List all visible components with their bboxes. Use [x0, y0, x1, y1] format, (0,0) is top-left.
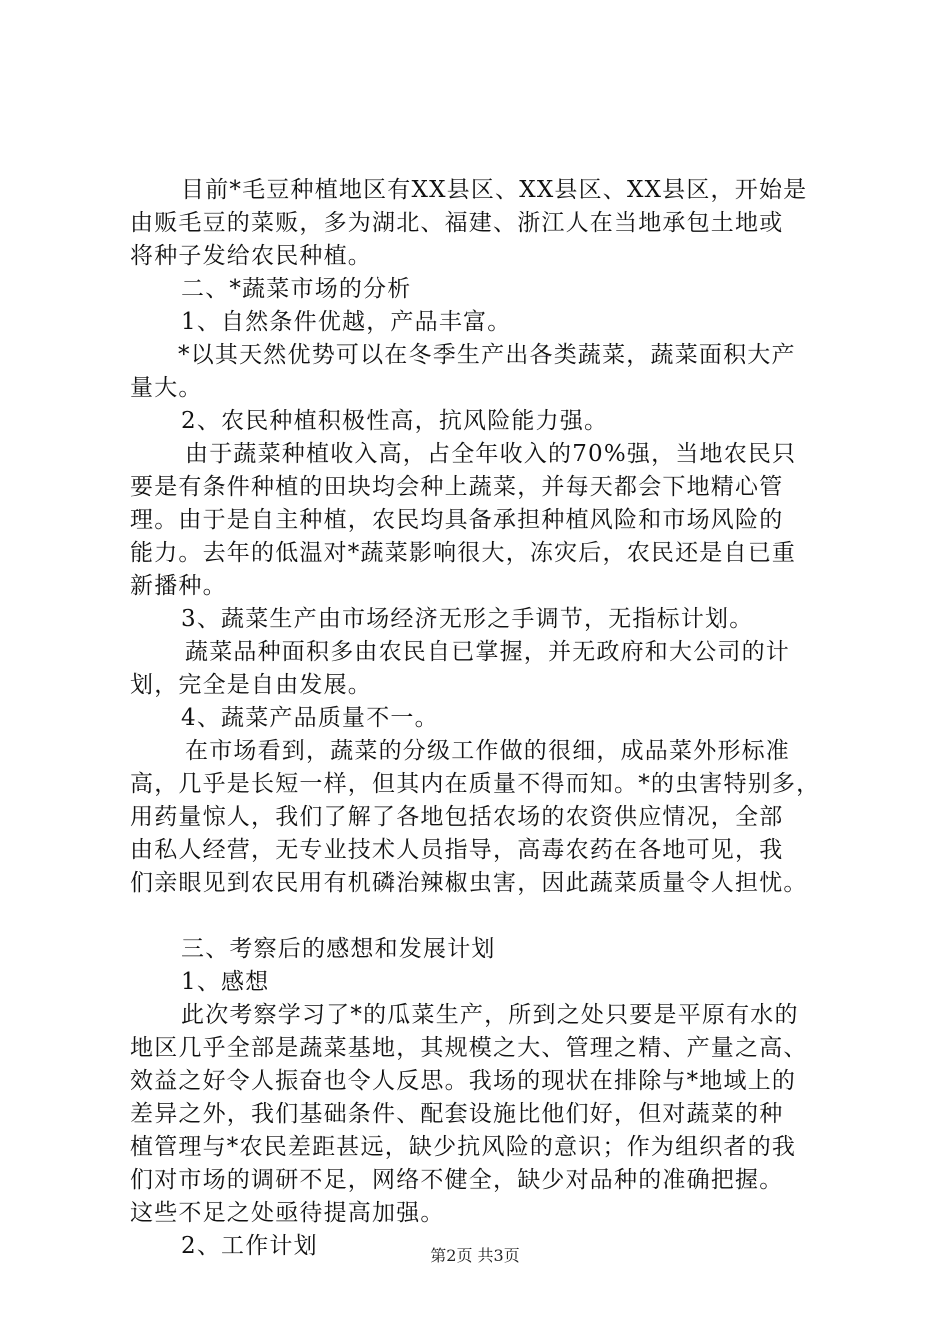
text-line: 地区几乎全部是蔬菜基地，其规模之大、管理之精、产量之高、: [130, 1035, 808, 1061]
text-line: 在市场看到，蔬菜的分级工作做的很细，成品菜外形标准: [185, 738, 790, 764]
text-line: 划，完全是自由发展。: [130, 672, 372, 698]
text-line: 们对市场的调研不足，网络不健全，缺少对品种的准确把握。: [130, 1167, 784, 1193]
page-number-footer: 第2页 共3页: [430, 1246, 520, 1265]
text-line: 由私人经营，无专业技术人员指导，高毒农药在各地可见，我: [130, 837, 784, 863]
text-line: 高，几乎是长短一样，但其内在质量不得而知。*的虫害特别多，: [130, 771, 821, 797]
section-heading: 二、*蔬菜市场的分析: [181, 276, 412, 302]
text-line: 由贩毛豆的菜贩，多为湖北、福建、浙江人在当地承包土地或: [130, 210, 784, 236]
text-line: 植管理与*农民差距甚远，缺少抗风险的意识；作为组织者的我: [130, 1134, 797, 1160]
text-line: 差异之外，我们基础条件、配套设施比他们好，但对蔬菜的种: [130, 1101, 784, 1127]
text-line: 由于蔬菜种植收入高，占全年收入的70%强，当地农民只: [185, 441, 797, 467]
subsection-heading: 3、蔬菜生产由市场经济无形之手调节，无指标计划。: [181, 606, 754, 632]
subsection-heading: 4、蔬菜产品质量不一。: [181, 705, 439, 731]
text-line: 新播种。: [130, 573, 227, 599]
text-line: 蔬菜品种面积多由农民自已掌握，并无政府和大公司的计: [185, 639, 790, 665]
text-line: 用药量惊人，我们了解了各地包括农场的农资供应情况，全部: [130, 804, 784, 830]
text-line: 此次考察学习了*的瓜菜生产，所到之处只要是平原有水的: [181, 1002, 799, 1028]
subsection-heading: 2、农民种植积极性高，抗风险能力强。: [181, 408, 609, 434]
text-line: *以其天然优势可以在冬季生产出各类蔬菜，蔬菜面积大产: [178, 342, 796, 368]
text-line: 量大。: [130, 375, 203, 401]
text-line: 理。由于是自主种植，农民均具备承担种植风险和市场风险的: [130, 507, 784, 533]
text-line: 将种子发给农民种植。: [130, 243, 372, 269]
section-heading: 三、考察后的感想和发展计划: [181, 936, 496, 962]
text-line: 这些不足之处亟待提高加强。: [130, 1200, 445, 1226]
text-line: 效益之好令人振奋也令人反思。我场的现状在排除与*地域上的: [130, 1068, 797, 1094]
text-line: 要是有条件种植的田块均会种上蔬菜，并每天都会下地精心管: [130, 474, 784, 500]
text-line: 能力。去年的低温对*蔬菜影响很大，冻灾后，农民还是自已重: [130, 540, 797, 566]
subsection-heading: 1、自然条件优越，产品丰富。: [181, 309, 512, 335]
subsection-heading: 1、感想: [181, 969, 270, 995]
text-line: 们亲眼见到农民用有机磷治辣椒虫害，因此蔬菜质量令人担忧。: [130, 870, 808, 896]
text-line: 目前*毛豆种植地区有XX县区、XX县区、XX县区，开始是: [181, 177, 808, 203]
subsection-heading: 2、工作计划: [181, 1233, 318, 1259]
